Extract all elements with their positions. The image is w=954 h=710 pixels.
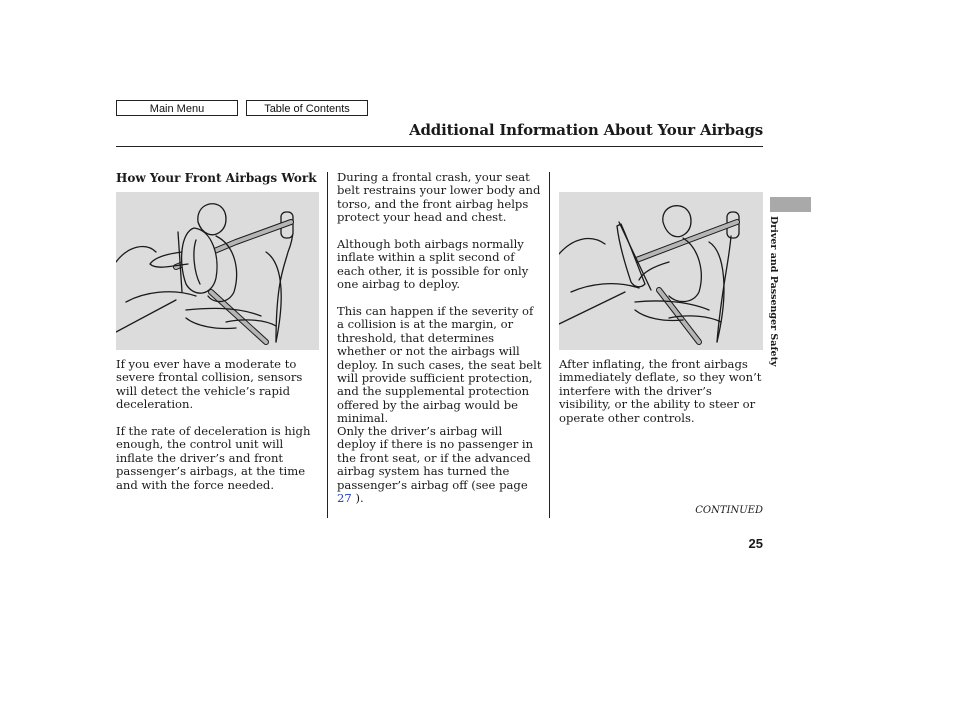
continued-label: CONTINUED	[695, 505, 763, 516]
col2-paragraph-3: This can happen if the severity of a collision is at the margin, or threshold, that determines whether or not the airbags will deploy. In such cases, the seat belt will provide sufficient protection, and the supplemental protection offered by the airbag would be minimal.	[337, 304, 542, 426]
column-divider-1	[327, 172, 328, 518]
section-side-label: Driver and Passenger Safety	[768, 216, 779, 367]
airbag-deployed-illustration	[116, 192, 319, 350]
section-heading: How Your Front Airbags Work	[116, 171, 317, 185]
col2-paragraph-2: Although both airbags normally inflate within a split second of each other, it is possible for only one airbag to deploy.	[337, 237, 529, 292]
column-divider-2	[549, 172, 550, 518]
col3-paragraph-1: After inflating, the front airbags immediately deflate, so they won’t interfere with the driver’s visibility, or the ability to steer or operate other controls.	[559, 357, 762, 425]
col2-paragraph-1: During a frontal crash, your seat belt restrains your lower body and torso, and the front airbag helps protect your head and chest.	[337, 170, 541, 225]
title-divider	[116, 146, 763, 147]
page-27-link[interactable]: 27	[337, 491, 352, 506]
airbag-deflated-illustration	[559, 192, 763, 350]
table-of-contents-button[interactable]: Table of Contents	[246, 100, 368, 116]
col1-paragraph-1: If you ever have a moderate to severe frontal collision, sensors will detect the vehicle’s rapid deceleration.	[116, 357, 303, 412]
col1-paragraph-2: If the rate of deceleration is high enough, the control unit will inflate the driver’s and front passenger’s airbags, at the time and with the force needed.	[116, 424, 311, 492]
section-tab-marker	[770, 197, 811, 212]
page-number: 25	[748, 536, 763, 551]
page-title: Additional Information About Your Airbags	[409, 121, 763, 139]
col2-paragraph-4: Only the driver’s airbag will deploy if there is no passenger in the front seat, or if the advanced airbag system has turned the passenger’s airbag off (see page 27 ).	[337, 424, 534, 506]
main-menu-button[interactable]: Main Menu	[116, 100, 238, 116]
